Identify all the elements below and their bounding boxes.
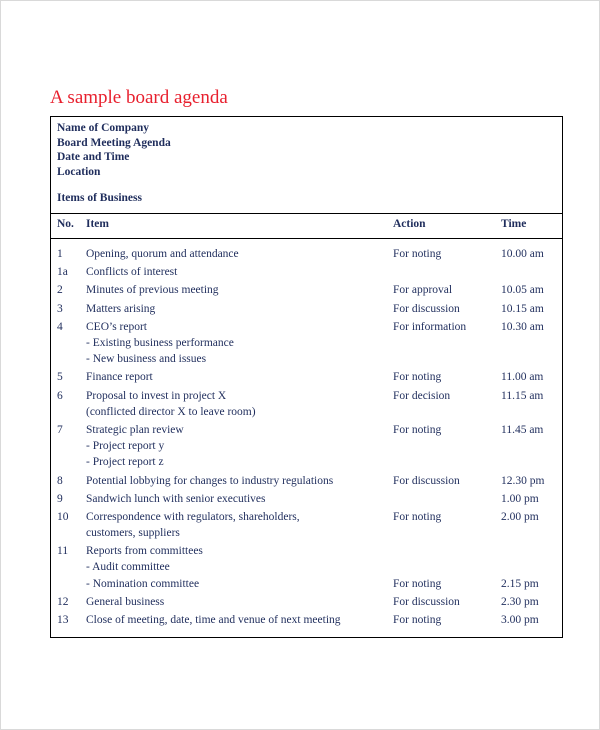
row-number: 4 (57, 320, 63, 333)
row-item-line: Finance report (86, 371, 153, 384)
row-time: 2.00 pm (501, 510, 539, 523)
table-row (51, 246, 562, 264)
row-item-line: Close of meeting, date, time and venue of next meeting (86, 614, 341, 627)
row-item-line: Opening, quorum and attendance (86, 248, 239, 260)
table-row (51, 301, 562, 319)
row-item (86, 509, 300, 541)
table-row (51, 388, 562, 422)
row-action: For decision (393, 389, 451, 402)
row-time: 2.30 pm (501, 595, 539, 608)
table-row (51, 369, 562, 387)
table-row (51, 282, 562, 300)
row-action: For noting (393, 371, 442, 384)
row-item (86, 264, 177, 280)
row-item (86, 612, 341, 628)
table-row (51, 612, 562, 630)
row-action: For approval (393, 284, 453, 297)
row-action: For noting (393, 614, 442, 627)
row-time: 11.00 am (501, 371, 544, 384)
table-row (51, 509, 562, 543)
row-item-line: Strategic plan review (86, 423, 184, 436)
agenda-rows (51, 246, 562, 630)
row-number: 8 (57, 474, 63, 487)
meeting-location: Location (57, 165, 101, 178)
row-number: 11 (57, 545, 69, 558)
row-item (86, 282, 219, 298)
row-item-line: customers, suppliers (86, 527, 180, 540)
row-item-line: - New business and issues (86, 353, 207, 366)
table-row (51, 473, 562, 491)
row-item (86, 543, 203, 592)
column-header-item: Item (86, 218, 109, 230)
row-time: 10.05 am (501, 284, 544, 297)
agenda-table (50, 116, 563, 638)
row-number: 12 (57, 595, 69, 608)
row-time: 11.15 am (501, 389, 544, 402)
table-row (51, 264, 562, 282)
row-item (86, 491, 266, 507)
row-item-line: - Audit committee (86, 561, 170, 574)
row-item-line: Conflicts of interest (86, 266, 178, 279)
row-item-line: - Project report y (86, 440, 165, 453)
row-action: For noting (393, 510, 442, 523)
row-number: 6 (57, 389, 63, 402)
meeting-name: Board Meeting Agenda (57, 136, 171, 149)
row-number: 9 (57, 492, 63, 505)
row-item (86, 594, 164, 610)
row-time: 3.00 pm (501, 614, 539, 627)
row-item-line: Reports from committees (86, 545, 203, 558)
row-action: For noting (393, 577, 442, 590)
column-header-time: Time (501, 218, 527, 230)
row-item (86, 473, 333, 489)
row-item-line: Proposal to invest in project X (86, 389, 227, 402)
row-number: 13 (57, 614, 69, 627)
meeting-datetime: Date and Time (57, 151, 130, 163)
row-number: 7 (57, 423, 63, 436)
row-number: 1 (57, 248, 63, 260)
row-action: For discussion (393, 302, 460, 315)
row-item-line: Correspondence with regulators, shareholders, (86, 510, 300, 523)
row-number: 10 (57, 510, 69, 523)
row-action: For information (393, 320, 467, 333)
row-number: 2 (57, 284, 63, 297)
row-item-line: Matters arising (86, 302, 156, 315)
row-item (86, 301, 155, 317)
row-item (86, 319, 234, 368)
row-item-line: CEO’s report (86, 320, 148, 333)
table-row (51, 422, 562, 473)
column-header-no: No. (57, 218, 74, 230)
row-item-line: - Project report z (86, 456, 164, 469)
row-item (86, 369, 153, 385)
row-time: 10.30 am (501, 320, 544, 333)
page-title: A sample board agenda (50, 87, 228, 108)
row-time: 1.00 pm (501, 492, 539, 505)
row-time: 10.15 am (501, 302, 544, 315)
row-item (86, 388, 256, 420)
table-row (51, 491, 562, 509)
row-item-line: Sandwich lunch with senior executives (86, 492, 266, 505)
row-time: 12.30 pm (501, 474, 545, 487)
row-item (86, 246, 239, 262)
row-item-line: General business (86, 595, 165, 608)
row-time: 11.45 am (501, 423, 544, 436)
row-action: For discussion (393, 595, 460, 608)
column-header-action: Action (393, 218, 426, 230)
row-number: 5 (57, 371, 63, 384)
row-item-line: - Nomination committee (86, 577, 200, 590)
row-time: 2.15 pm (501, 577, 539, 590)
table-row (51, 594, 562, 612)
row-item (86, 422, 184, 471)
column-header-divider (51, 238, 562, 239)
row-item-line: Minutes of previous meeting (86, 284, 219, 297)
header-divider (51, 213, 562, 214)
section-heading: Items of Business (57, 192, 142, 204)
company-name: Name of Company (57, 122, 149, 134)
row-action: For noting (393, 423, 442, 436)
row-item-line: (conflicted director X to leave room) (86, 405, 256, 418)
row-number: 1a (57, 266, 68, 279)
row-number: 3 (57, 302, 63, 315)
table-row (51, 543, 562, 594)
row-action: For noting (393, 248, 442, 260)
row-item-line: - Existing business performance (86, 336, 234, 349)
row-action: For discussion (393, 474, 460, 487)
row-item-line: Potential lobbying for changes to industry regulations (86, 474, 334, 487)
table-row (51, 319, 562, 370)
row-time: 10.00 am (501, 248, 544, 260)
